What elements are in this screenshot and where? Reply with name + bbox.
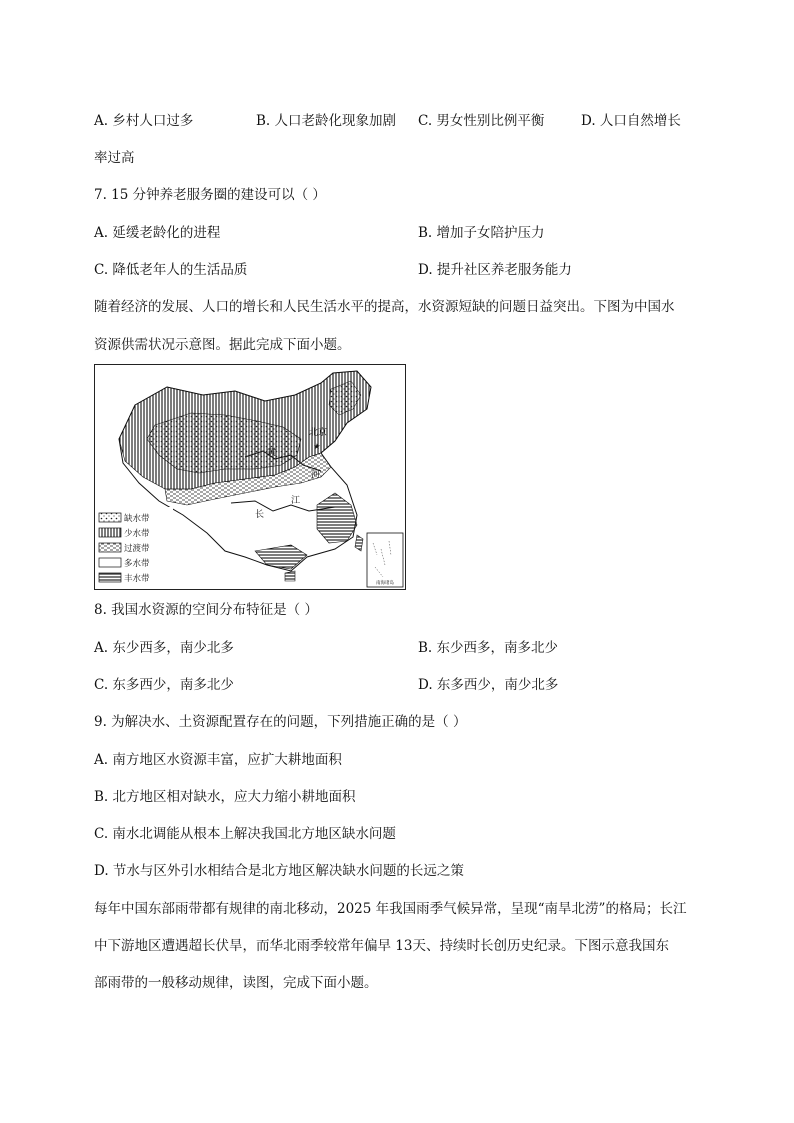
q9-option-b: B. 北方地区相对缺水，应大力缩小耕地面积 [94, 789, 356, 805]
legend-label-dashes: 过渡带 [124, 544, 150, 554]
beijing-label: 北京 [309, 428, 328, 438]
legend-swatch-vertical [99, 528, 121, 537]
legend-label-vertical: 少水带 [124, 529, 150, 539]
legend-swatch-blank [99, 558, 121, 567]
q8-option-b: B. 东少西多，南多北少 [418, 640, 559, 656]
chang-label: 长 [255, 510, 265, 520]
intro2-line2: 中下游地区遭遇超长伏旱，而华北雨季较常年偏早 13天、持续时长创历史纪录。下图示意我国东 [94, 938, 669, 954]
huang-label: 黄 [267, 448, 277, 458]
water-resource-map [94, 364, 406, 590]
jiang-label: 江 [291, 496, 301, 506]
q8-option-c: C. 东多西少，南多北少 [94, 677, 234, 693]
legend-label-horizontal: 丰水带 [124, 574, 150, 584]
inset-label: 南海诸岛 [376, 581, 394, 586]
map-legend [95, 507, 175, 589]
hainan [285, 571, 295, 581]
q7-option-d: D. 提升社区养老服务能力 [418, 262, 572, 278]
legend-label-blank: 多水带 [124, 559, 150, 569]
intro1-line1: 随着经济的发展、人口的增长和人民生活水平的提高，水资源短缺的问题日益突出。下图为中国水 [94, 299, 675, 315]
legend-swatch-dots [99, 513, 121, 522]
legend-label-dots: 缺水带 [124, 514, 150, 524]
legend-swatch-dashes [99, 543, 121, 552]
q8-stem: 8. 我国水资源的空间分布特征是（ ） [94, 602, 318, 618]
he-label: 河 [311, 470, 321, 480]
q8-option-d: D. 东多西少，南少北多 [418, 677, 559, 693]
beijing-star-icon: ★ [313, 442, 321, 451]
q7-stem: 7. 15 分钟养老服务圈的建设可以（ ） [94, 187, 326, 203]
q8-option-a: A. 东少西多，南少北多 [94, 640, 234, 656]
taiwan [355, 535, 363, 551]
q9-stem: 9. 为解决水、土资源配置存在的问题，下列措施正确的是（ ） [94, 714, 467, 730]
intro2-line1: 每年中国东部雨带都有规律的南北移动，2025 年我国雨季气候异常，呈现“南旱北涝”的格局；长江 [94, 901, 687, 917]
q6-option-c: C. 男女性别比例平衡 [418, 113, 545, 129]
q9-option-c: C. 南水北调能从根本上解决我国北方地区缺水问题 [94, 826, 396, 842]
q6-option-a: A. 乡村人口过多 [94, 113, 194, 129]
q9-option-a: A. 南方地区水资源丰富，应扩大耕地面积 [94, 752, 342, 768]
q6-option-d: D. 人口自然增长 [581, 113, 681, 129]
q6-option-b: B. 人口老龄化现象加剧 [256, 113, 397, 129]
intro2-line3: 部雨带的一般移动规律，读图，完成下面小题。 [94, 975, 378, 991]
q7-option-a: A. 延缓老龄化的进程 [94, 225, 221, 241]
q6-option-d-continuation: 率过高 [94, 150, 135, 166]
q9-option-d: D. 节水与区外引水相结合是北方地区解决缺水问题的长远之策 [94, 863, 464, 879]
q7-option-b: B. 增加子女陪护压力 [418, 225, 545, 241]
intro1-line2: 资源供需状况示意图。据此完成下面小题。 [94, 337, 351, 353]
south-china-sea-inset [367, 533, 403, 587]
q7-option-c: C. 降低老年人的生活品质 [94, 262, 248, 278]
legend-swatch-horizontal [99, 573, 121, 582]
